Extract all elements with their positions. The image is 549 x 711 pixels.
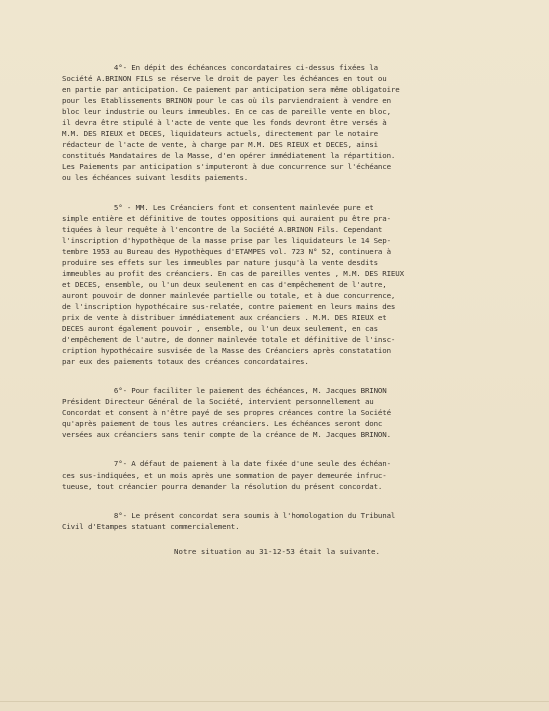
text-line: tueuse, tout créancier pourra demander la résolution du présent concordat. [62,481,383,491]
text-line: par eux des paiements totaux des créances concordataires. [62,357,309,367]
document-body [62,62,519,532]
paragraph [62,62,519,184]
text-line: de l'inscription hypothécaire sus-relatée, contre paiement en leurs mains des [62,301,396,311]
paragraph-gap [62,492,519,510]
text-line: ces sus-indiquées, et un mois après une sommation de payer demeurée infruc- [62,470,387,480]
text-line: versées aux créanciers sans tenir compte de la créance de M. Jacques BRINON. [62,430,391,440]
text-line: qu'après paiement de tous les autres créanciers. Les échéances seront donc [62,419,383,429]
text-line: 5° - MM. Les Créanciers font et consentent mainlevée pure et [62,202,374,212]
paragraph-gap [62,184,519,202]
text-line: 6°- Pour faciliter le paiement des échéances, M. Jacques BRINON [62,386,387,396]
paragraph [62,202,519,368]
text-line: l'inscription d'hypothèque de la masse prise par les liquidateurs le 14 Sep- [62,235,391,245]
text-line: auront pouvoir de donner mainlevée partielle ou totale, et à due concurrence, [62,290,396,300]
text-line: Président Directeur Général de la Société, intervient personnellement au [62,397,374,407]
text-line: tembre 1953 au Bureau des Hypothèques d'ETAMPES vol. 723 N° 52, continuera à [62,246,391,256]
text-line: simple entière et définitive de toutes oppositions qui auraient pu être pra- [62,213,391,223]
text-line: pour les Etablissements BRINON pour le cas où ils parviendraient à vendre en [62,96,391,106]
page-edge [0,701,549,702]
text-line: tiquées à leur requête à l'encontre de la Société A.BRINON Fils. Cependant [62,224,383,234]
text-line: prix de vente à distribuer immédiatement aux créanciers . M.M. DES RIEUX et [62,312,387,322]
text-line: 8°- Le présent concordat sera soumis à l'homologation du Tribunal [62,510,396,520]
text-line: d'empêchement de l'autre, de donner mainlevée totale et définitive de l'insc- [62,335,396,345]
text-line: 4°- En dépit des échéances concordataires ci-dessus fixées la [62,63,378,72]
text-line: Civil d'Etampes statuant commercialement. [62,521,240,531]
text-line: produire ses effets sur les immeubles par nature jusqu'à la vente desdits [62,257,378,267]
paragraph-gap [62,367,519,385]
paragraph [62,385,519,440]
text-line: il devra être stipulé à l'acte de vente que les fonds devront être versés à [62,118,387,128]
text-line: Société A.BRINON FILS se réserve le droit de payer les échéances en tout ou [62,74,387,84]
text-line: 7°- A défaut de paiement à la date fixée d'une seule des échéan- [62,459,391,469]
text-line: en partie par anticipation. Ce paiement par anticipation sera même obligatoire [62,85,400,95]
text-line: cription hypothécaire susvisée de la Masse des Créanciers après constatation [62,346,391,356]
text-line: Les Paiements par anticipation s'imputeront à due concurrence sur l'échéance [62,162,391,172]
paragraph [62,458,519,491]
text-line: M.M. DES RIEUX et DECES, liquidateurs actuels, directement par le notaire [62,129,378,139]
text-line: et DECES, ensemble, ou l'un deux seulement en cas d'empêchement de l'autre, [62,279,387,289]
text-line: Concordat et consent à n'être payé de ses propres créances contre la Société [62,408,391,418]
paragraph-gap [62,440,519,458]
closing-line: Notre situation au 31-12-53 était la suivante. [174,546,380,556]
text-line: immeubles au profit des créanciers. En cas de pareilles ventes , M.M. DES RIEUX [62,268,404,278]
text-line: constitués Mandataires de la Masse, d'en opérer immédiatement la répartition. [62,151,396,161]
text-line: DECES auront également pouvoir , ensemble, ou l'un deux seulement, en cas [62,324,378,334]
paragraph [62,510,519,532]
text-line: bloc leur industrie ou leurs immeubles. En ce cas de pareille vente en bloc, [62,107,391,117]
text-line: ou les échéances suivant lesdits paiements. [62,173,249,183]
text-line: rédacteur de l'acte de vente, à charge par M.M. DES RIEUX et DECES, ainsi [62,140,378,150]
